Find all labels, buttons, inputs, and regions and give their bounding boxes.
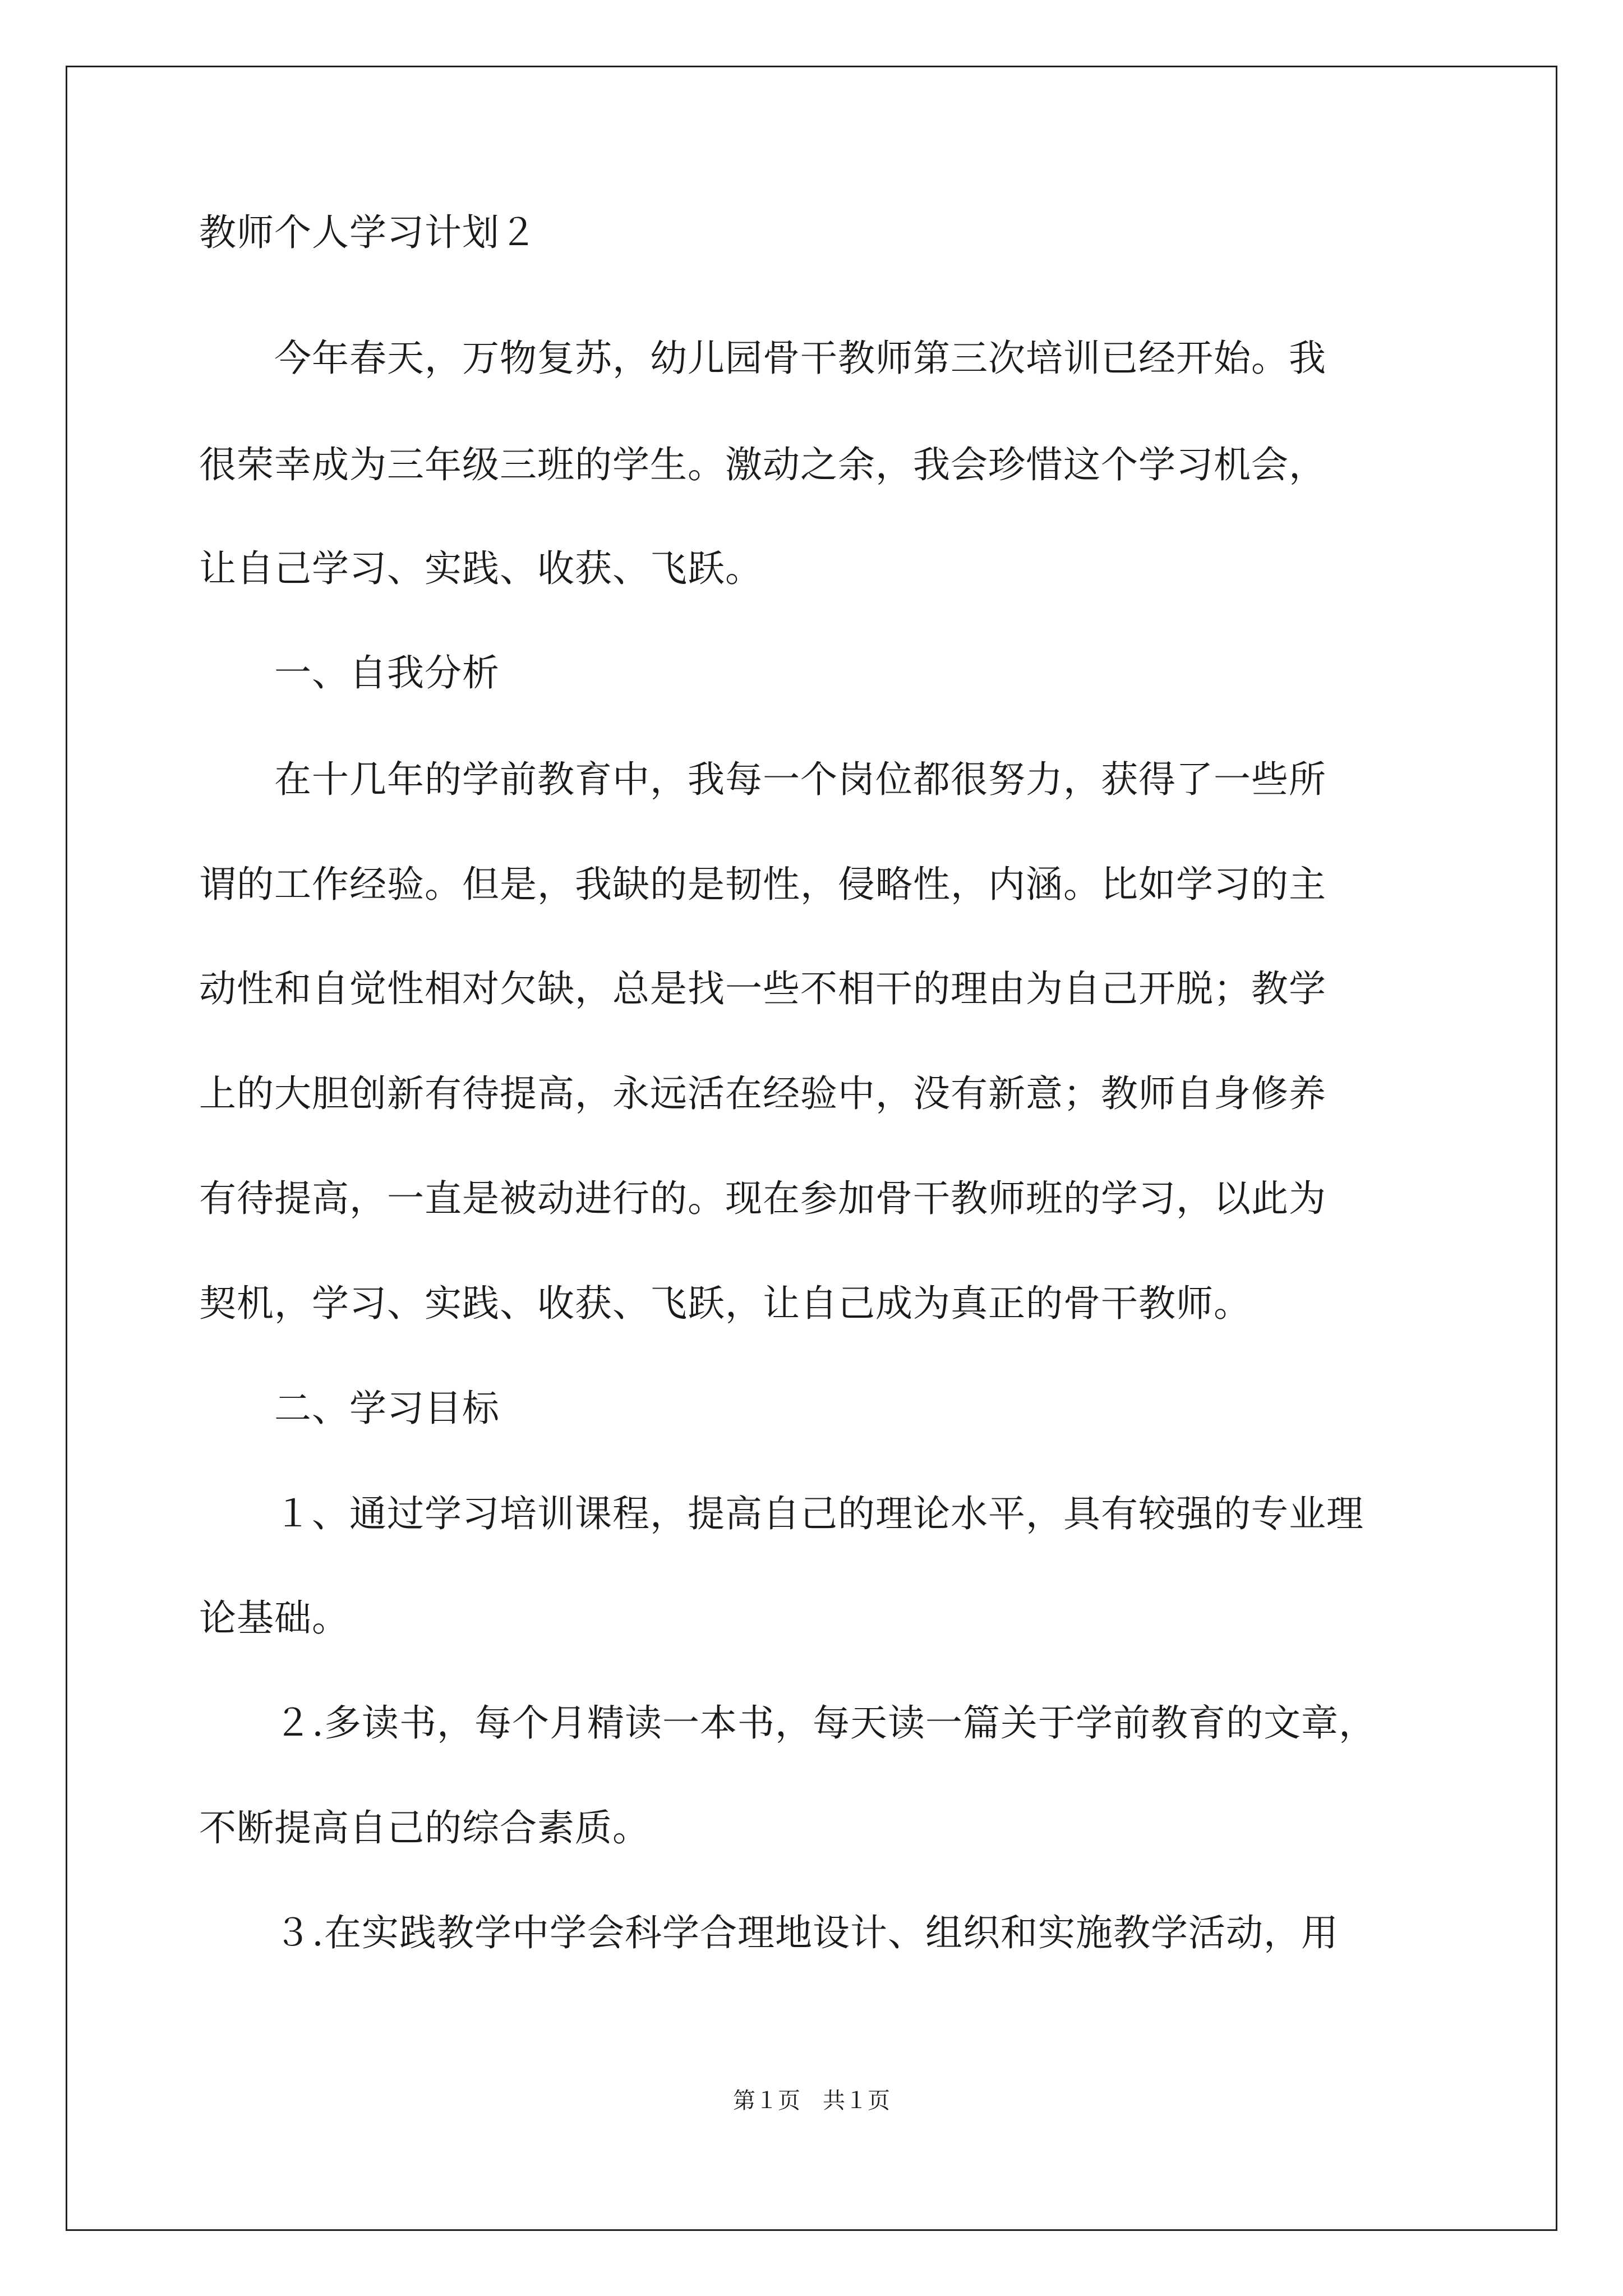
- page-total: 共１页: [823, 2088, 890, 2114]
- paragraph-line: 谓的工作经验。但是，我缺的是韧性，侵略性，内涵。比如学习的主: [199, 863, 1326, 906]
- paragraph-line: 在十几年的学前教育中，我每一个岗位都很努力，获得了一些所: [199, 758, 1326, 801]
- paragraph-line: ３.在实践教学中学会科学合理地设计、组织和实施教学活动，用: [199, 1911, 1339, 1954]
- paragraph-line: 有待提高，一直是被动进行的。现在参加骨干教师班的学习，以此为: [199, 1177, 1326, 1220]
- page-footer: [0, 2087, 1623, 2115]
- paragraph-line: 很荣幸成为三年级三班的学生。激动之余，我会珍惜这个学习机会，: [199, 443, 1326, 486]
- paragraph-line: 今年春天，万物复苏，幼儿园骨干教师第三次培训已经开始。我: [199, 337, 1326, 380]
- paragraph-line: 让自己学习、实践、收获、飞跃。: [199, 547, 763, 590]
- document-title: 教师个人学习计划２: [199, 211, 537, 254]
- paragraph-line: 动性和自觉性相对欠缺，总是找一些不相干的理由为自己开脱；教学: [199, 967, 1326, 1010]
- paragraph-line: １、通过学习培训课程，提高自己的理论水平，具有较强的专业理: [199, 1492, 1364, 1535]
- paragraph-line: ２.多读书，每个月精读一本书，每天读一篇关于学前教育的文章，: [199, 1701, 1376, 1745]
- paragraph-line: 契机，学习、实践、收获、飞跃，让自己成为真正的骨干教师。: [199, 1282, 1251, 1325]
- section-heading: 二、学习目标: [199, 1387, 500, 1430]
- paragraph-line: 上的大胆创新有待提高，永远活在经验中，没有新意；教师自身修养: [199, 1072, 1326, 1115]
- page-number: 第１页: [733, 2088, 800, 2114]
- page-frame: [66, 66, 1557, 2231]
- paragraph-line: 论基础。: [199, 1596, 349, 1640]
- section-heading: 一、自我分析: [199, 651, 500, 694]
- paragraph-line: 不断提高自己的综合素质。: [199, 1806, 650, 1849]
